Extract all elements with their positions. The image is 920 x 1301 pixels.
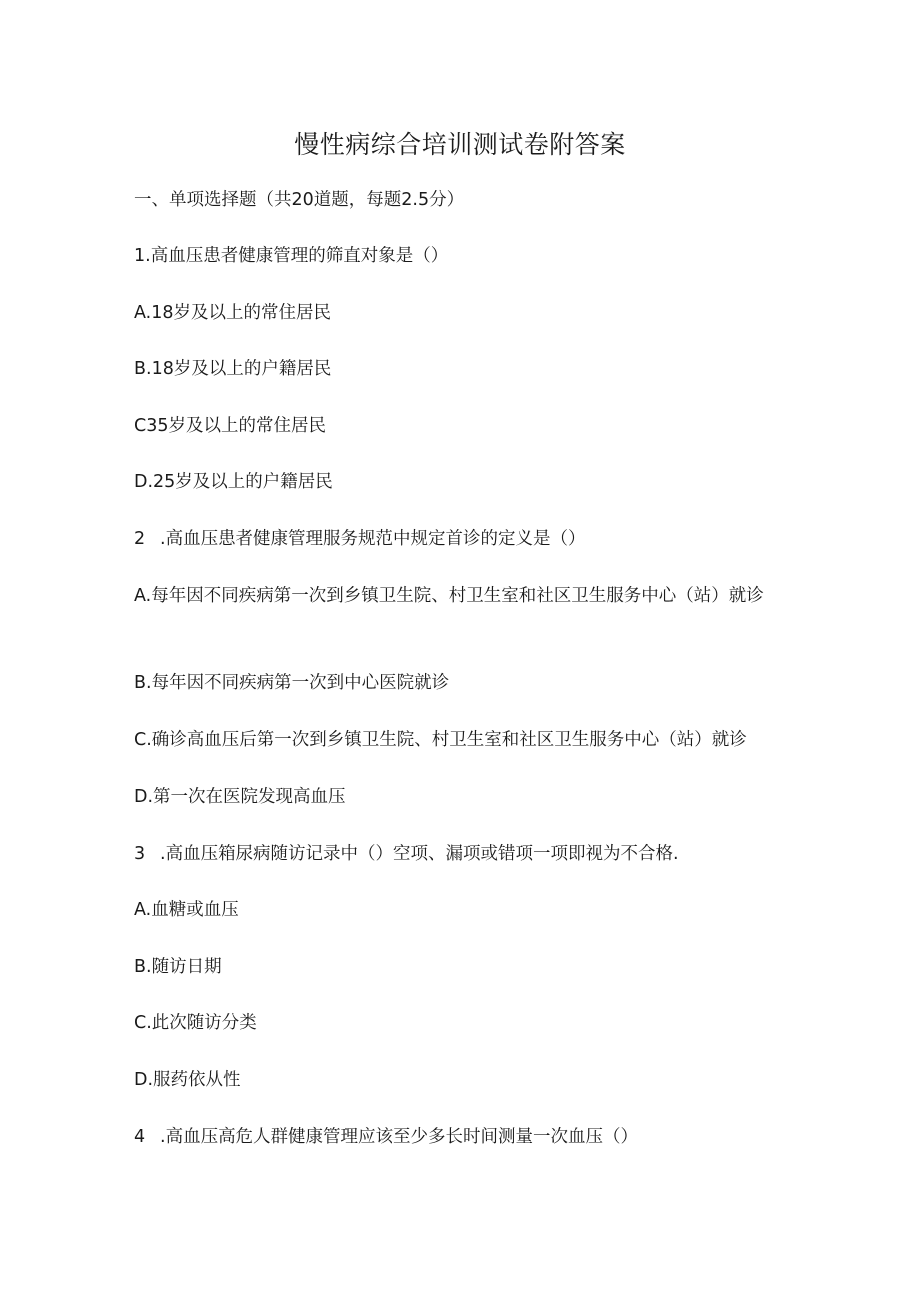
question-4-text: .高血压高危人群健康管理应该至少多长时间测量一次血压（） <box>160 1127 639 1147</box>
question-3-option-a: A.血糖或血压 <box>134 900 239 920</box>
question-1-stem: 1.高血压患者健康管理的筛直对象是（） <box>134 246 449 266</box>
question-4-stem <box>134 1123 794 1151</box>
question-4-number: 4 <box>134 1127 146 1147</box>
question-2-option-b: B.每年因不同疾病第一次到中心医院就诊 <box>134 673 450 693</box>
section-heading: 一、单项选择题（共20道题，每题2.5分） <box>134 190 465 210</box>
question-3-option-b: B.随访日期 <box>134 957 222 977</box>
question-3-option-d: D.服药依从性 <box>134 1070 241 1090</box>
question-2-number: 2 <box>134 529 146 549</box>
question-1-option-a: A.18岁及以上的常住居民 <box>134 303 331 323</box>
question-1-option-b: B.18岁及以上的户籍居民 <box>134 359 332 379</box>
document-title: 慢性病综合培训测试卷附答案 <box>294 130 626 159</box>
question-1-option-d: D.25岁及以上的户籍居民 <box>134 472 333 492</box>
question-3-text: .高血压箱尿病随访记录中（）空项、漏项或错项一项即视为不合格. <box>160 844 679 864</box>
question-2-option-d: D.第一次在医院发现高血压 <box>134 787 346 807</box>
question-3-stem <box>134 840 794 868</box>
question-1-option-c: C35岁及以上的常住居民 <box>134 416 326 436</box>
question-3-number: 3 <box>134 844 146 864</box>
question-2-text: .高血压患者健康管理服务规范中规定首诊的定义是（） <box>160 529 586 549</box>
question-3-option-c: C.此次随访分类 <box>134 1013 257 1033</box>
question-2-stem <box>134 525 794 553</box>
question-2-option-a: A.每年因不同疾病第一次到乡镇卫生院、村卫生室和社区卫生服务中心（站）就诊 <box>134 586 764 606</box>
question-2-option-c: C.确诊高血压后第一次到乡镇卫生院、村卫生室和社区卫生服务中心（站）就诊 <box>134 730 747 750</box>
